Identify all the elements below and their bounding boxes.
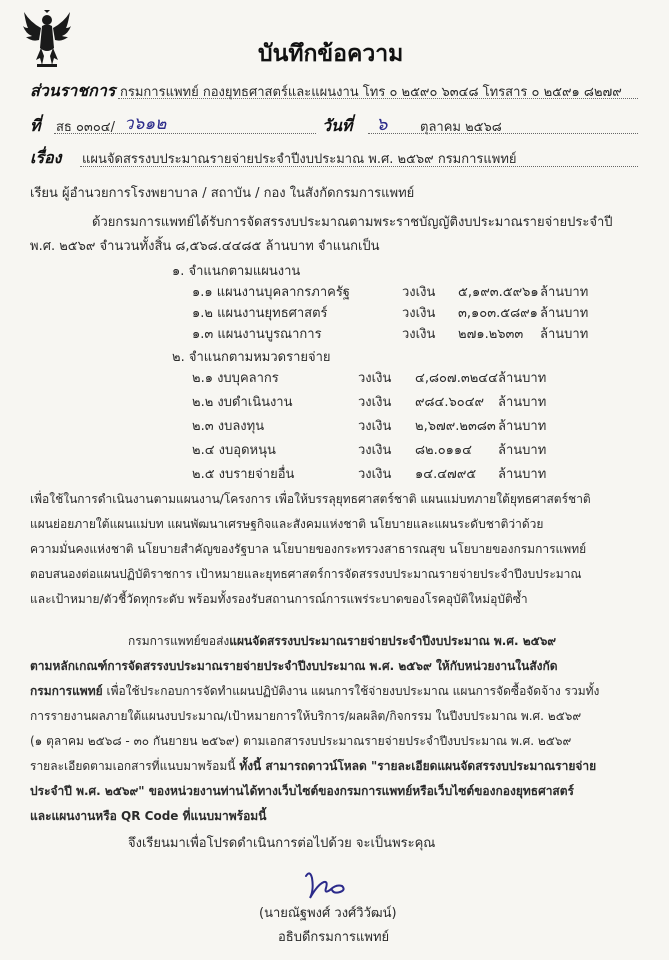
allocation-amount: ๕,๑๙๓.๕๙๖๑ <box>458 285 539 300</box>
para2-l1-bold: แผนจัดสรรงบประมาณรายจ่ายประจำปีงบประมาณ พ.ศ. ๒๕๖๙ <box>229 634 557 648</box>
signatory-name: (นายณัฐพงศ์ วงศ์วิวัฒน์) <box>259 906 397 921</box>
allocation-prefix: วงเงิน <box>358 395 392 410</box>
para2-line-3 <box>30 682 599 701</box>
para2-line-8: และแผนงานหรือ QR Code ที่แนบมาพร้อมนี้ <box>30 809 267 823</box>
subject-underline <box>80 166 638 167</box>
salutation: เรียน ผู้อำนวยการโรงพยาบาล / สถาบัน / กอง ในสังกัดกรมการแพทย์ <box>30 186 415 201</box>
allocation-amount: ๓,๑๐๓.๕๘๙๑ <box>458 306 538 321</box>
memo-title: บันทึกข้อความ <box>258 41 404 67</box>
agency-label: ส่วนราชการ <box>30 81 116 100</box>
purpose-line-2: แผนย่อยภายใต้แผนแม่บท แผนพัฒนาเศรษฐกิจและสังคมแห่งชาติ นโยบายและแผนระดับชาติว่าด้วย <box>30 517 544 531</box>
allocation-unit: ล้านบาท <box>540 327 589 342</box>
ref-handwritten: ว๖๑๒ <box>124 114 167 134</box>
allocation-prefix: วงเงิน <box>402 327 436 342</box>
allocation-unit: ล้านบาท <box>540 306 589 321</box>
allocation-unit: ล้านบาท <box>498 467 547 482</box>
allocation-unit: ล้านบาท <box>540 285 589 300</box>
allocation-unit: ล้านบาท <box>498 371 547 386</box>
allocation-label: ๑.๓ แผนงานบูรณาการ <box>192 327 322 342</box>
allocation-label: ๑.๒ แผนงานยุทธศาสตร์ <box>192 306 328 321</box>
subject-value: แผนจัดสรรงบประมาณรายจ่ายประจำปีงบประมาณ พ.ศ. ๒๕๖๙ กรมการแพทย์ <box>82 152 517 167</box>
garuda-emblem-icon <box>22 10 72 68</box>
agency-underline <box>118 98 638 99</box>
allocation-amount: ๔,๘๐๗.๓๒๔๔ <box>415 371 498 386</box>
ref-label: ที่ <box>30 116 41 135</box>
allocation-amount: ๒๗๑.๒๖๓๓ <box>458 327 524 342</box>
para2-l1-normal: กรมการแพทย์ขอส่ง <box>128 634 230 648</box>
purpose-line-5: และเป้าหมาย/ตัวชี้วัดทุกระดับ พร้อมทั้งรองรับสถานการณ์การแพร่ระบาดของโรคอุบัติใหม่อุบัติซ้ำ <box>30 592 528 606</box>
para2-l3-bold: กรมการแพทย์ <box>30 684 103 698</box>
para2-l3-normal: เพื่อใช้ประกอบการจัดทำแผนปฏิบัติงาน แผนการใช้จ่ายงบประมาณ แผนการจัดซื้อจัดจ้าง รวมทั้ง <box>102 684 600 698</box>
allocation-prefix: วงเงิน <box>402 306 436 321</box>
allocation-prefix: วงเงิน <box>358 467 392 482</box>
para2-line-2: ตามหลักเกณฑ์การจัดสรรงบประมาณรายจ่ายประจำปีงบประมาณ พ.ศ. ๒๕๖๙ ให้กับหน่วยงานในสังกัด <box>30 659 558 673</box>
handwritten-signature-icon <box>300 868 360 902</box>
intro-line-2: พ.ศ. ๒๕๖๙ จำนวนทั้งสิ้น ๘,๕๖๘.๔๔๘๕ ล้านบาท จำแนกเป็น <box>30 239 380 254</box>
purpose-line-1: เพื่อใช้ในการดำเนินงานตามแผนงาน/โครงการ เพื่อให้บรรลุยุทธศาสตร์ชาติ แผนแม่บทภายใต้ยุทธศาสตร์ชาติ <box>30 492 591 506</box>
allocation-amount: ๒,๖๗๙.๒๓๘๓ <box>415 419 496 434</box>
date-underline <box>368 133 638 134</box>
para2-l6-normal: รายละเอียดตามเอกสารที่แนบมาพร้อมนี้ <box>30 759 240 773</box>
allocation-label: ๒.๑ งบบุคลากร <box>192 371 279 386</box>
allocation-label: ๒.๔ งบอุดหนุน <box>192 443 276 458</box>
para2-line-4: การรายงานผลภายใต้แผนงบประมาณ/เป้าหมายการให้บริการ/ผลผลิต/กิจกรรม ในปีงบประมาณ พ.ศ. ๒๕๖๙ <box>30 709 582 723</box>
allocation-amount: ๑๔.๔๗๙๕ <box>415 467 477 482</box>
para2-line-7: ประจำปี พ.ศ. ๒๕๖๙" ของหน่วยงานท่านได้ทางเว็บไซต์ของกรมการแพทย์หรือเว็บไซต์ของกองยุทธศาสตร์ <box>30 784 574 798</box>
agency-value: กรมการแพทย์ กองยุทธศาสตร์และแผนงาน โทร ๐ ๒๕๙๐ ๖๓๔๘ โทรสาร ๐ ๒๕๙๑ ๘๒๗๙ <box>120 85 622 100</box>
allocation-label: ๒.๒ งบดำเนินงาน <box>192 395 293 410</box>
date-day-handwritten: ๖ <box>376 114 388 135</box>
para2-l6-bold: ทั้งนี้ สามารถดาวน์โหลด "รายละเอียดแผนจัดสรรงบประมาณรายจ่าย <box>239 759 597 773</box>
allocation-label: ๒.๕ งบรายจ่ายอื่น <box>192 467 295 482</box>
allocation-unit: ล้านบาท <box>498 395 547 410</box>
date-value: ตุลาคม ๒๕๖๘ <box>420 120 502 135</box>
purpose-line-3: ความมั่นคงแห่งชาติ นโยบายสำคัญของรัฐบาล นโยบายของกระทรวงสาธารณสุข นโยบายของกรมการแพทย์ <box>30 542 587 556</box>
purpose-line-4: ตอบสนองต่อแผนปฏิบัติราชการ เป้าหมายและยุทธศาสตร์การจัดสรรงบประมาณรายจ่ายประจำปีงบประมาณ <box>30 567 582 581</box>
intro-line-1: ด้วยกรมการแพทย์ได้รับการจัดสรรงบประมาณตามพระราชบัญญัติงบประมาณรายจ่ายประจำปี <box>92 215 613 230</box>
allocation-amount: ๙๘๔.๖๐๔๙ <box>415 395 485 410</box>
ref-value: สธ ๐๓๐๔/ <box>56 120 115 135</box>
section1-heading: ๑. จำแนกตามแผนงาน <box>172 264 301 279</box>
para2-line-1 <box>128 632 556 651</box>
date-label: วันที่ <box>322 116 353 135</box>
allocation-label: ๑.๑ แผนงานบุคลากรภาครัฐ <box>192 285 350 300</box>
signatory-position: อธิบดีกรมการแพทย์ <box>278 930 390 945</box>
section2-heading: ๒. จำแนกตามหมวดรายจ่าย <box>172 350 331 365</box>
allocation-amount: ๘๒.๐๑๑๔ <box>415 443 473 458</box>
closing-line: จึงเรียนมาเพื่อโปรดดำเนินการต่อไปด้วย จะเป็นพระคุณ <box>128 836 436 851</box>
allocation-label: ๒.๓ งบลงทุน <box>192 419 265 434</box>
allocation-prefix: วงเงิน <box>358 419 392 434</box>
allocation-prefix: วงเงิน <box>358 443 392 458</box>
ref-underline <box>54 133 316 134</box>
para2-line-6 <box>30 757 596 776</box>
para2-line-5: (๑ ตุลาคม ๒๕๖๘ - ๓๐ กันยายน ๒๕๖๙) ตามเอกสารงบประมาณรายจ่ายประจำปีงบประมาณ พ.ศ. ๒๕๖๙ <box>30 734 572 748</box>
allocation-unit: ล้านบาท <box>498 419 547 434</box>
allocation-prefix: วงเงิน <box>358 371 392 386</box>
allocation-prefix: วงเงิน <box>402 285 436 300</box>
allocation-unit: ล้านบาท <box>498 443 547 458</box>
subject-label: เรื่อง <box>30 148 62 167</box>
